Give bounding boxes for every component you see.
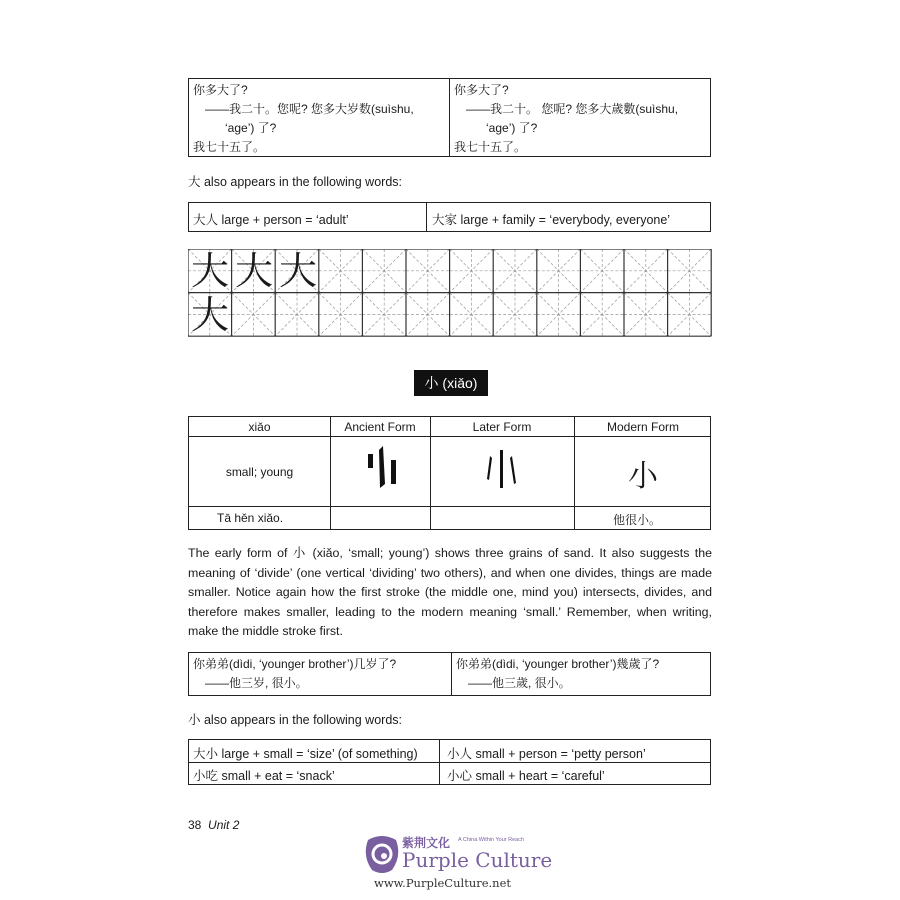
word-gloss: large + small = ‘size’ (of something) [218,747,418,761]
dialogue-line: ‘age’) 了? [225,121,277,135]
dialogue-line: ——我二十。 您呢? 您多大歲數(suìshu, [466,102,679,116]
row-divider [189,506,710,507]
word-entry [193,766,335,784]
practice-char: 大 [190,249,229,293]
page-footer [188,818,239,832]
word-gloss: small + person = ‘petty person’ [472,747,646,761]
dialogue-line: ‘age’) 了? [486,121,538,135]
dialogue-line: 你多大了? [193,83,248,97]
table-header: Ancient Form [344,420,416,434]
word-gloss: small + eat = ‘snack’ [218,769,335,783]
row-divider [189,762,710,763]
example-pinyin: Tā hěn xiǎo. [217,511,284,525]
word-hanzi: 小人 [447,747,473,761]
practice-char: 大 [234,249,273,293]
dialogue-simplified [189,653,451,695]
page-number: 38 [188,818,202,832]
da-intro-text: 大 also appears in the following words: [188,175,403,189]
column-divider [426,203,427,231]
ancient-form-glyph [330,436,430,506]
word-gloss: large + family = ‘everybody, everyone’ [457,213,671,227]
column-divider [439,740,440,784]
modern-form-char: 小 [628,459,658,494]
word-hanzi: 小吃 [193,769,219,783]
word-gloss: large + person = ‘adult’ [218,213,349,227]
da-words-box [188,202,711,232]
practice-grid [188,249,712,337]
dialogue-line: ——我二十。您呢? 您多大岁数(suìshu, [205,102,414,116]
dialogue-box-2 [188,652,711,696]
dialogue-line: 你弟弟(dìdi, ‘younger brother’)几岁了? [193,657,397,671]
word-entry [193,210,349,228]
meaning-cell: small; young [225,465,294,479]
dialogue-line: ——他三岁, 很小。 [205,676,308,690]
dialogue-line: 你多大了? [454,83,509,97]
dialogue-line: 你弟弟(dìdi, ‘younger brother’)幾歲了? [456,657,660,671]
dialogue-line: ——他三歲, 很小。 [468,676,571,690]
xiao-words-box [188,739,711,785]
dialogue-traditional [452,653,710,695]
unit-label: Unit 2 [208,818,240,832]
watermark-brand: Purple Culture [402,848,553,872]
word-hanzi: 大人 [193,213,219,227]
dialogue-line: 我七十五了。 [454,140,527,154]
dialogue-box-1 [188,78,711,157]
practice-char: 大 [278,249,317,293]
dialogue-traditional [450,79,710,156]
later-form-glyph [430,436,574,506]
dialogue-simplified [189,79,449,156]
word-hanzi: 大小 [193,747,219,761]
table-header: Modern Form [606,420,680,434]
word-hanzi: 小心 [447,769,473,783]
purple-culture-watermark [360,830,560,895]
word-hanzi: 大家 [432,213,458,227]
watermark-tagline: A China Within Your Reach [458,837,525,843]
table-header: xiǎo [248,420,271,434]
xiao-intro-text: 小 also appears in the following words: [188,713,403,727]
table-header: Later Form [472,420,532,434]
watermark-url: www.PurpleCulture.net [374,876,512,890]
word-entry [432,210,670,228]
dialogue-line: 我七十五了。 [193,140,266,154]
xiao-heading: 小 (xiǎo) [414,370,488,396]
watermark-chinese: 紫荆文化 [402,836,451,850]
purple-culture-logo [362,832,402,876]
word-entry [447,744,646,762]
explanation-paragraph: The early form of 小 (xiǎo, ‘small; young’) shows three grains of sand. It also suggests the meaning of ‘divide’ (one vertical ‘dividing’ two others), and when one divides, things are made smaller. Notice again how the first stroke (the middle one, mind you) intersects, divides, and therefore makes smaller, leading to the modern meaning ‘small.’ Remember, when writing, make the middle stroke first. [188,546,712,638]
word-entry [447,766,605,784]
form-table [188,416,711,530]
word-gloss: small + heart = ‘careful’ [472,769,605,783]
example-hanzi: 他很小。 [613,513,662,527]
practice-char: 大 [190,293,229,337]
word-entry [193,744,418,762]
